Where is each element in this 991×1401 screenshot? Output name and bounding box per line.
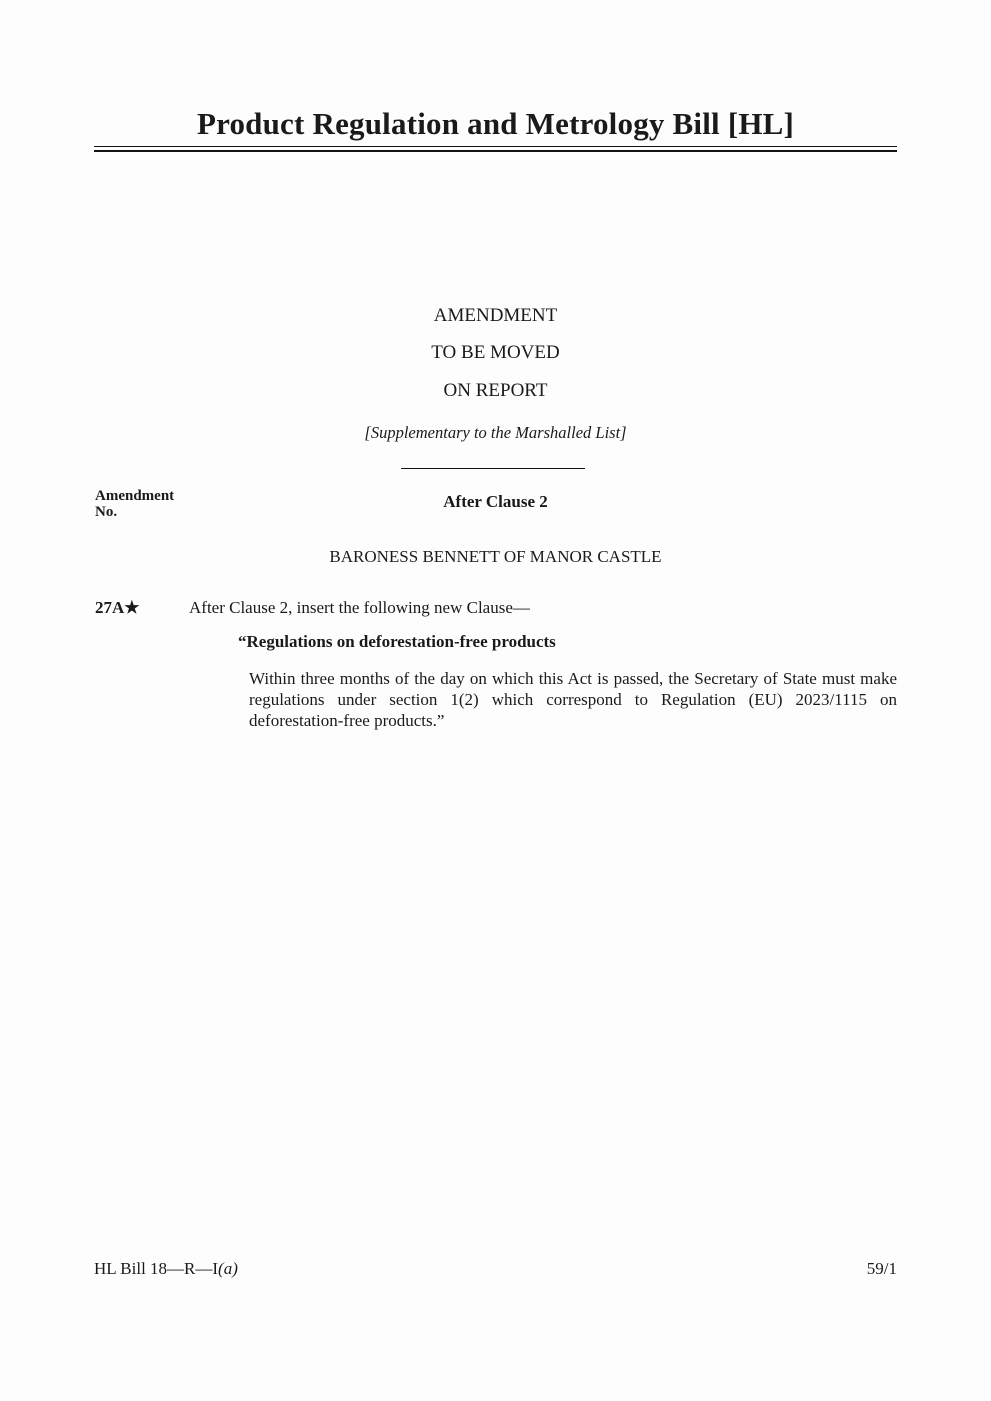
new-clause-body: Within three months of the day on which this Act is passed, the Secretary of State must make regulations under section 1(2) which correspond to Regulation (EU) 2023/1115 on deforestation-free products.” <box>249 669 897 730</box>
bill-reference-main: HL Bill 18—R—I <box>94 1259 219 1278</box>
title-rule-thin <box>94 146 897 147</box>
column-label-line-2: No. <box>95 504 118 520</box>
supplementary-note: [Supplementary to the Marshalled List] <box>364 423 627 442</box>
notice-line-3: ON REPORT <box>443 380 548 401</box>
notice-line-2: TO BE MOVED <box>431 342 560 363</box>
document-title: Product Regulation and Metrology Bill [HL] <box>196 106 795 141</box>
amendment-mover: BARONESS BENNETT OF MANOR CASTLE <box>329 547 662 566</box>
clause-heading: After Clause 2 <box>443 492 548 511</box>
bill-reference <box>94 1259 238 1279</box>
notice-line-1: AMENDMENT <box>433 305 558 326</box>
amendment-instruction: After Clause 2, insert the following new Clause— <box>189 598 530 617</box>
title-rule-thick <box>94 150 897 152</box>
section-divider <box>401 468 585 469</box>
amendment-number: 27A★ <box>95 598 140 617</box>
new-clause-heading: “Regulations on deforestation-free products <box>238 632 556 651</box>
page-reference: 59/1 <box>866 1259 897 1278</box>
bill-reference-suffix: (a) <box>218 1259 238 1278</box>
column-label-line-1: Amendment <box>95 488 175 504</box>
